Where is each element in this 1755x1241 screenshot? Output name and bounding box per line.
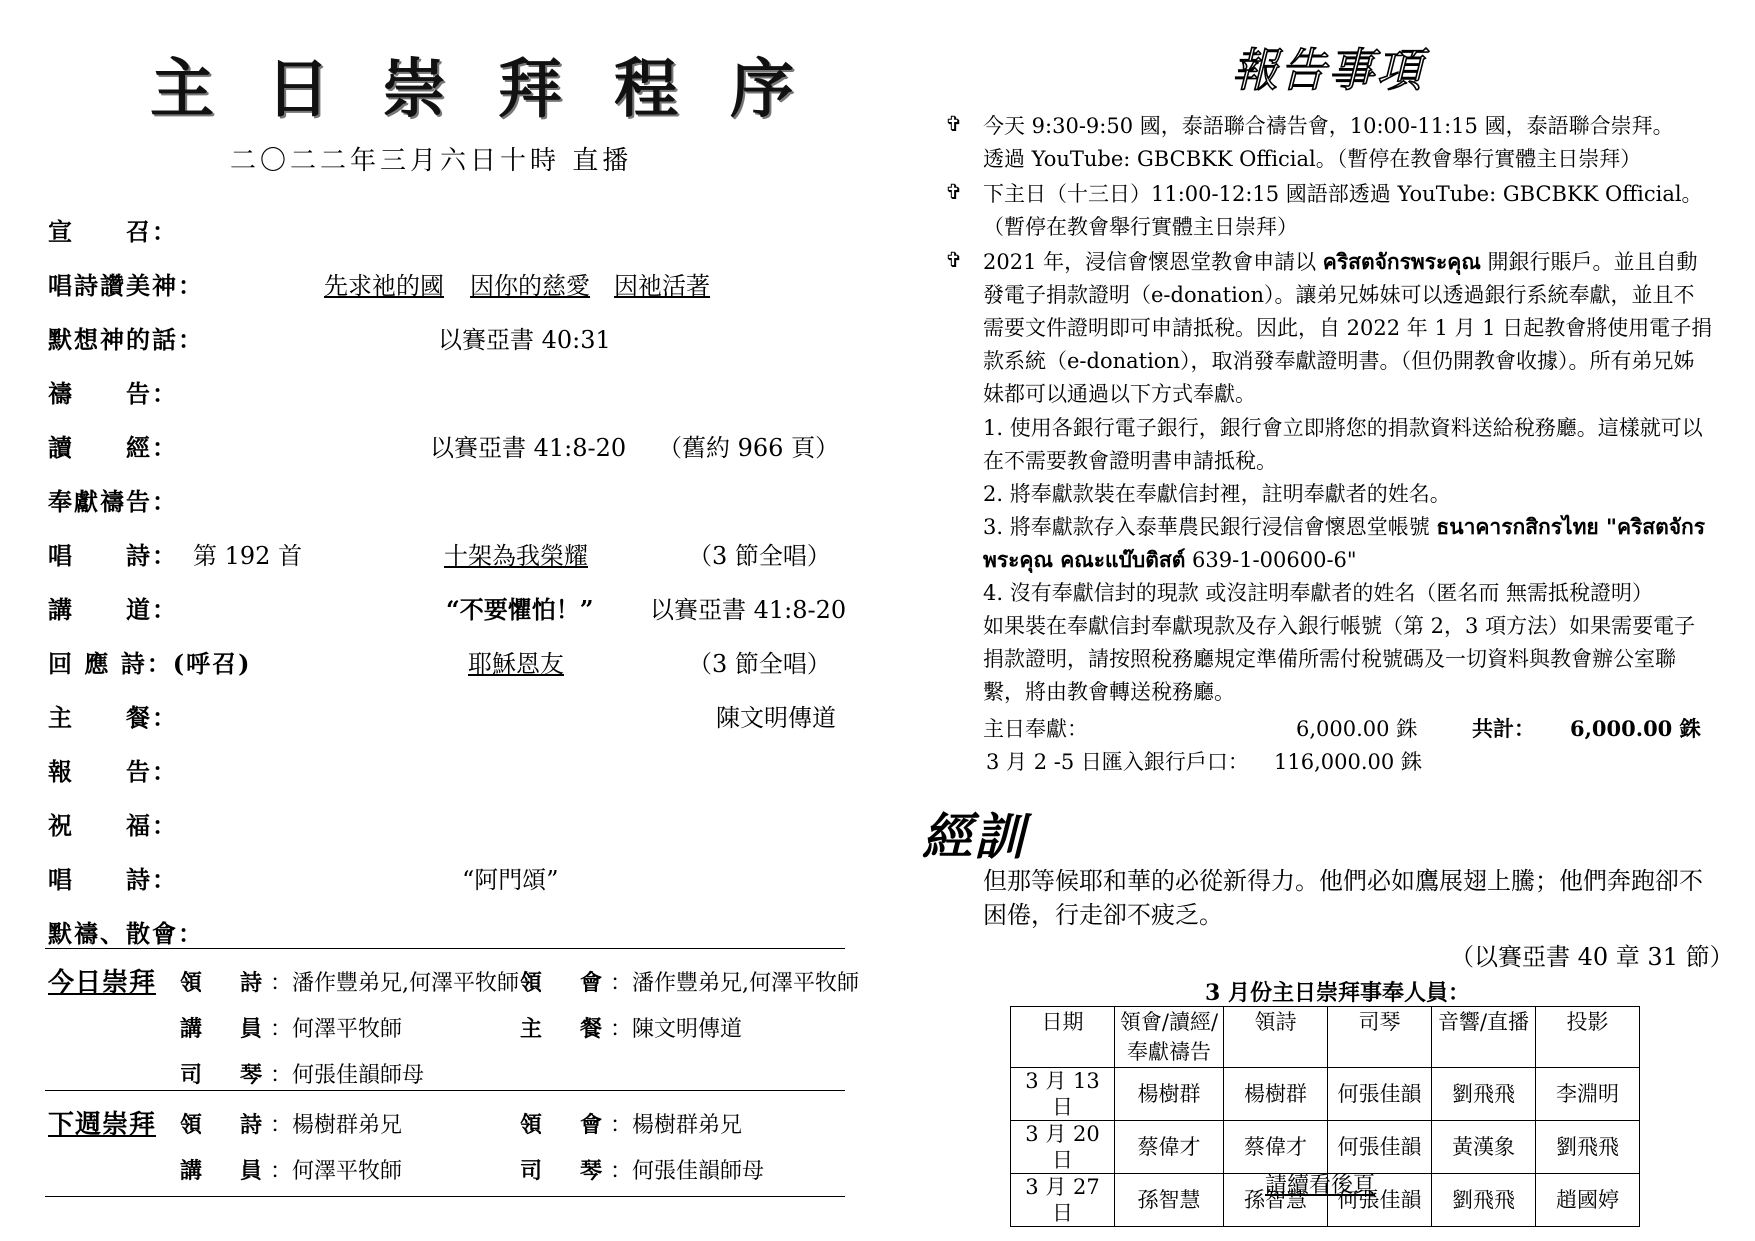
- today-song-leader: 領 詩：潘作豐弟兄,何澤平牧師: [180, 970, 520, 996]
- order-label: 回 應 詩：(呼召): [48, 649, 252, 678]
- divider: [45, 1090, 845, 1091]
- col-projection: 投影: [1536, 1007, 1640, 1068]
- table-row: 3 月 27 日 孫智慧 孫智慧 何張佳韻 劉飛飛 趙國婷: [1011, 1174, 1640, 1227]
- sermon-title: “不要懼怕！”: [446, 595, 594, 624]
- cross-icon: ✞: [945, 180, 963, 204]
- divider: [45, 948, 845, 949]
- service-date: 二〇二二年三月六日十時 直播: [230, 146, 633, 176]
- continue-link: 請續看後頁: [1265, 1173, 1376, 1198]
- table-row: 3 月 13 日 楊樹群 楊樹群 何張佳韻 劉飛飛 李淵明: [1011, 1068, 1640, 1121]
- offering-label: 主日奉獻：: [983, 717, 1088, 741]
- song-title: 先求祂的國: [324, 272, 444, 300]
- notice-2: 下主日（十三日）11:00-12:15 國語部透過 YouTube: GBCBKK Official。 （暫停在教會舉行實體主日崇拜）: [983, 182, 1703, 239]
- divider: [45, 1196, 845, 1197]
- hymn-number: 第 192 首: [193, 542, 303, 570]
- scripture-reference: （以賽亞書 40 章 31 節）: [1450, 943, 1734, 971]
- col-pianist: 司琴: [1328, 1007, 1432, 1068]
- scripture-ref: 以賽亞書 41:8-20: [650, 596, 847, 624]
- today-communion: 主 餐：陳文明傳道: [520, 1016, 743, 1042]
- order-label: 禱 告：: [48, 379, 178, 408]
- order-label: 唱詩讚美神：: [48, 271, 204, 300]
- today-speaker: 講 員：何澤平牧師: [180, 1016, 403, 1042]
- scripture-verse: 但那等候耶和華的必從新得力。他們必如鷹展翅上騰；他們奔跑卻不困倦，行走卻不疲乏。: [983, 867, 1703, 929]
- scripture-ref: 以賽亞書 40:31: [438, 326, 611, 354]
- offering-method-2: 2. 將奉獻款裝在奉獻信封裡，註明奉獻者的姓名。: [983, 482, 1451, 506]
- col-presider: 領會/讀經/奉獻禱告: [1115, 1007, 1224, 1068]
- order-label: 默想神的話：: [48, 325, 204, 354]
- cross-icon: ✞: [945, 248, 963, 272]
- order-label: 宣 召：: [48, 217, 178, 246]
- col-song-leader: 領詩: [1224, 1007, 1328, 1068]
- song-title: “阿門頌”: [462, 866, 559, 894]
- song-title: 因祂活著: [614, 272, 710, 300]
- next-speaker: 講 員：何澤平牧師: [180, 1158, 403, 1184]
- song-title: 因你的慈愛: [470, 272, 590, 300]
- offering-method-4: 4. 沒有奉獻信封的現款 或沒註明奉獻者的姓名（匿名而 無需抵稅證明）: [983, 581, 1654, 605]
- notice-1: 今天 9:30-9:50 國，泰語聯合禱告會，10:00-11:15 國，泰語聯合崇拜。 透過 YouTube: GBCBKK Official。（暫停在教會舉行實體主日崇拜）: [983, 114, 1674, 171]
- order-label: 報 告：: [48, 757, 178, 786]
- next-pianist: 司 琴：何張佳韻師母: [520, 1158, 765, 1184]
- bank-transfer-label: 3 月 2 -5 日匯入銀行戶口：: [986, 750, 1249, 774]
- order-label: 默禱、散會：: [48, 919, 204, 948]
- song-title: 十架為我榮耀: [444, 542, 588, 570]
- order-label: 祝 福：: [48, 811, 178, 840]
- col-date: 日期: [1011, 1007, 1115, 1068]
- page-note: （舊約 966 頁）: [658, 434, 840, 462]
- bank-transfer-amount: 116,000.00 銖: [1274, 750, 1422, 774]
- song-title: 耶穌恩友: [468, 650, 564, 678]
- officiant: 陳文明傳道: [716, 704, 836, 732]
- order-label: 主 餐：: [48, 703, 178, 732]
- table-header-row: [1011, 1007, 1640, 1068]
- order-label: 講 道：: [48, 595, 178, 624]
- next-presider: 領 會：楊樹群弟兄: [520, 1112, 743, 1138]
- table-row: 3 月 20 日 蔡偉才 蔡偉才 何張佳韻 黃漢象 劉飛飛: [1011, 1121, 1640, 1174]
- total-amount: 6,000.00 銖: [1570, 716, 1701, 741]
- today-presider: 領 會：潘作豐弟兄,何澤平牧師: [520, 970, 860, 996]
- notice-3: 2021 年，浸信會懷恩堂教會申請以 คริสตจักรพระคุณ 開銀行賬戶。並且自動發電子捐款證明（e-donation）。讓弟兄姊妹可以透過銀行系統奉獻，並且不需要文件證明即可申請抵稅。因此，自 2022 年 1 月 1 日起教會將使用電子捐款系統（e-donation），取消發奉獻證明書。（但仍開教會收據）。所有弟兄姊妹都可以通過以下方式奉獻。: [983, 250, 1713, 406]
- offering-amount: 6,000.00 銖: [1296, 717, 1418, 741]
- order-label: 唱 詩：: [48, 865, 178, 894]
- page-title: 主日崇拜程序: [150, 52, 846, 127]
- order-label: 唱 詩：: [48, 541, 178, 570]
- next-song-leader: 領 詩：楊樹群弟兄: [180, 1112, 403, 1138]
- today-service-heading: 今日崇拜: [48, 968, 157, 998]
- scripture-ref: 以賽亞書 41:8-20: [430, 434, 627, 462]
- e-donation-note: 如果裝在奉獻信封奉獻現款及存入銀行帳號（第 2，3 項方法）如果需要電子捐款證明，請按照稅務廳規定準備所需付稅號碼及一切資料與教會辦公室聯繫，將由教會轉送稅務廳。: [983, 614, 1696, 704]
- offering-method-3: 3. 將奉獻款存入泰華農民銀行浸信會懷恩堂帳號 ธนาคารกสิกรไทย "คริสตจักรพระคุณ คณะแบ๊บติสต์ 639-1-00600-6": [983, 515, 1706, 572]
- next-service-heading: 下週崇拜: [48, 1110, 157, 1140]
- offering-method-1: 1. 使用各銀行電子銀行，銀行會立即將您的捐款資料送給稅務廳。這樣就可以在不需要教會證明書申請抵稅。: [983, 416, 1703, 473]
- cross-icon: ✞: [945, 112, 963, 136]
- today-pianist: 司 琴：何張佳韻師母: [180, 1062, 425, 1088]
- verse-note: （3 節全唱）: [688, 650, 831, 678]
- notices-title: 報告事項: [1232, 43, 1424, 97]
- col-sound: 音響/直播: [1432, 1007, 1536, 1068]
- total-label: 共計：: [1472, 716, 1535, 741]
- duty-table-title: 3 月份主日崇拜事奉人員：: [1205, 980, 1470, 1006]
- verse-note: （3 節全唱）: [688, 542, 831, 570]
- order-label: 奉獻禱告：: [48, 487, 178, 516]
- scripture-title: 經訓: [922, 807, 1026, 866]
- order-label: 讀 經：: [48, 433, 178, 462]
